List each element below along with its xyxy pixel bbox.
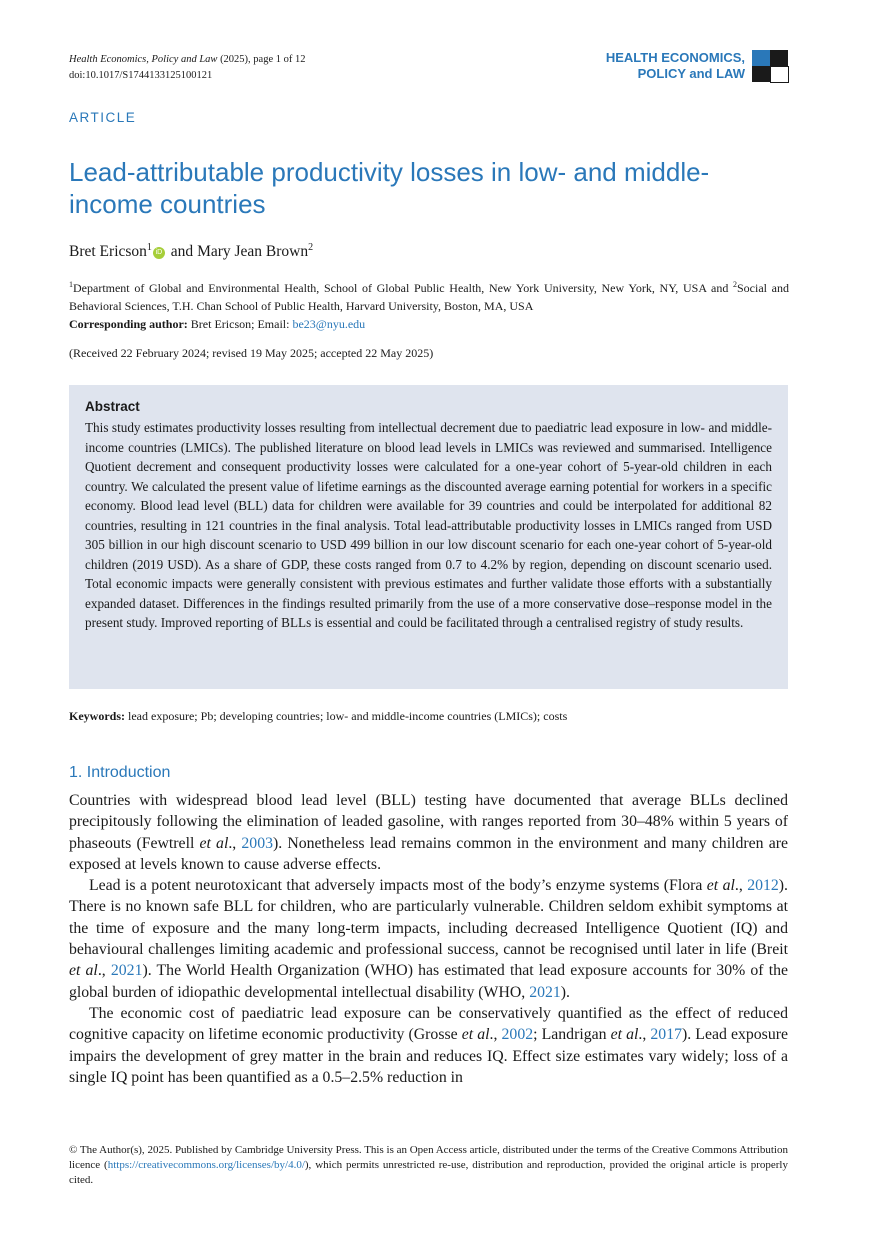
section-heading-introduction: 1. Introduction [69,764,171,781]
license-footnote [69,1143,788,1188]
license-text: ), which permits unrestricted re-use, distribution and reproduction, provided the original article is properly cited. [69,1159,788,1186]
journal-info [69,52,306,84]
received-dates: (Received 22 February 2024; revised 19 May 2025; accepted 22 May 2025) [69,346,434,360]
affiliation-text: Department of Global and Environmental Health, School of Global Public Health, New York University, New York, NY, USA and [73,281,733,295]
keywords-label: Keywords: [69,709,125,723]
abstract-text: This study estimates productivity losses resulting from intellectual decrement due to paediatric lead exposure in low- and middle-income countries (LMICs). The published literature on blood lead levels in LMICs was reviewed and summarised. Intelligence Quotient decrement and consequent productivity losses were calculated for a one-year cohort of 5-year-old children in each country. We calculated the present value of lifetime earnings as the discounted average earning potential for workers in a specific economy. Blood lead level (BLL) data for children were available for 39 countries and could be interpolated for additional 82 countries, resulting in 121 countries in the final analysis. Total lead-attributable productivity losses in LMICs ranged from USD 305 billion in our high discount scenario to USD 499 billion in our low discount scenario for each one-year cohort of 5-year-old children (2019 USD). As a share of GDP, these costs ranged from 0.7 to 4.2% by region, depending on discount scenario used. Total economic impacts were generally consistent with previous estimates and further validate those efforts with a substantially expanded dataset. Differences in the findings resulted primarily from the use of a more conservative dose–response model in the present study. Improved reporting of BLLs is essential and could be facilitated through a centralised registry of study results. [85,420,772,630]
citation-link[interactable]: 2003 [241,834,273,852]
author-name[interactable]: Mary Jean Brown [197,243,309,261]
affiliation-marker: 2 [733,280,737,289]
keywords [69,709,789,724]
abstract-heading: Abstract [85,399,140,414]
doi: doi:10.1017/S1744133125100121 [69,70,213,81]
author-conjunction: and [166,243,198,261]
citation-link[interactable]: 2012 [747,877,779,895]
affiliations [69,276,789,333]
license-link[interactable]: https://creativecommons.org/licenses/by/4.0/ [107,1159,305,1171]
citation-link[interactable]: 2021 [110,962,143,980]
journal-logo-text [606,50,745,82]
affiliation-marker: 1 [146,242,152,253]
paper-title: Lead-attributable productivity losses in low- and middle-income countries [69,157,710,219]
author-name[interactable]: Bret Ericson [69,243,147,261]
orcid-icon[interactable]: iD [153,247,165,259]
journal-title: Health Economics, Policy and Law [69,54,218,65]
citation-link[interactable]: 2017 [650,1026,682,1044]
introduction-body [69,790,788,1088]
paragraph: Lead is a potent neurotoxicant that adversely impacts most of the body’s enzyme systems (Flora et al., 2012). There is no known safe BLL for children, who are particularly vulnerable. Children seldom exhibit symptoms at the time of exposure and the many long-term impacts, including decreased Intelligence Quotient (IQ) and behavioural challenges limiting academic and professional success, cannot be recognised until later in life (Breit et al., 2021). The World Health Organization (WHO) has estimated that lead exposure accounts for 30% of the global burden of idiopathic developmental intellectual disability (WHO, 2021). [69,877,788,1001]
license-text: © The Author(s), 2025. Published by Cambridge University Press. This is an Open Access article, distributed under the terms of the Creative Commons Attribution licence ( [69,1144,788,1171]
keywords-text: lead exposure; Pb; developing countries; low- and middle-income countries (LMICs); costs [125,709,568,723]
affiliation-marker: 1 [69,280,73,289]
journal-meta: (2025), page 1 of 12 [217,54,306,65]
citation-link[interactable]: 2002 [501,1026,534,1044]
paragraph: The economic cost of paediatric lead exposure can be conservatively quantified as the effect of reduced cognitive capacity on lifetime economic productivity (Grosse et al., 2002; Landrigan et al., 2017). Lead exposure impairs the development of grey matter in the brain and reduces IQ. Effect size estimates vary widely; loss of a single IQ point has been quantified as a 0.5–2.5% reduction in [69,1004,788,1086]
corresponding-author-label: Corresponding author: [69,317,188,331]
paragraph: Countries with widespread blood lead level (BLL) testing have documented that average BLLs declined precipitously following the elimination of leaded gasoline, with ranges reported from 30–48% within 5 years of phaseouts (Fewtrell et al., 2003). Nonetheless lead remains common in the environment and many children are exposed at levels known to cause adverse effects. [69,792,788,873]
logo-line1: HEALTH ECONOMICS, [605,50,745,65]
corresponding-author-text: Bret Ericson; Email: [187,317,293,331]
article-type-label: ARTICLE [69,110,137,125]
author-list [69,242,313,261]
journal-logo-icon [752,50,788,82]
logo-line2: POLICY and LAW [637,66,745,81]
citation-link[interactable]: 2021 [529,983,561,1001]
email-link[interactable]: be23@nyu.edu [292,317,366,331]
affiliation-text: Social and Behavioral Sciences, T.H. Chan School of Public Health, Harvard University, Boston, MA, USA [69,281,789,313]
affiliation-marker: 2 [308,242,314,253]
